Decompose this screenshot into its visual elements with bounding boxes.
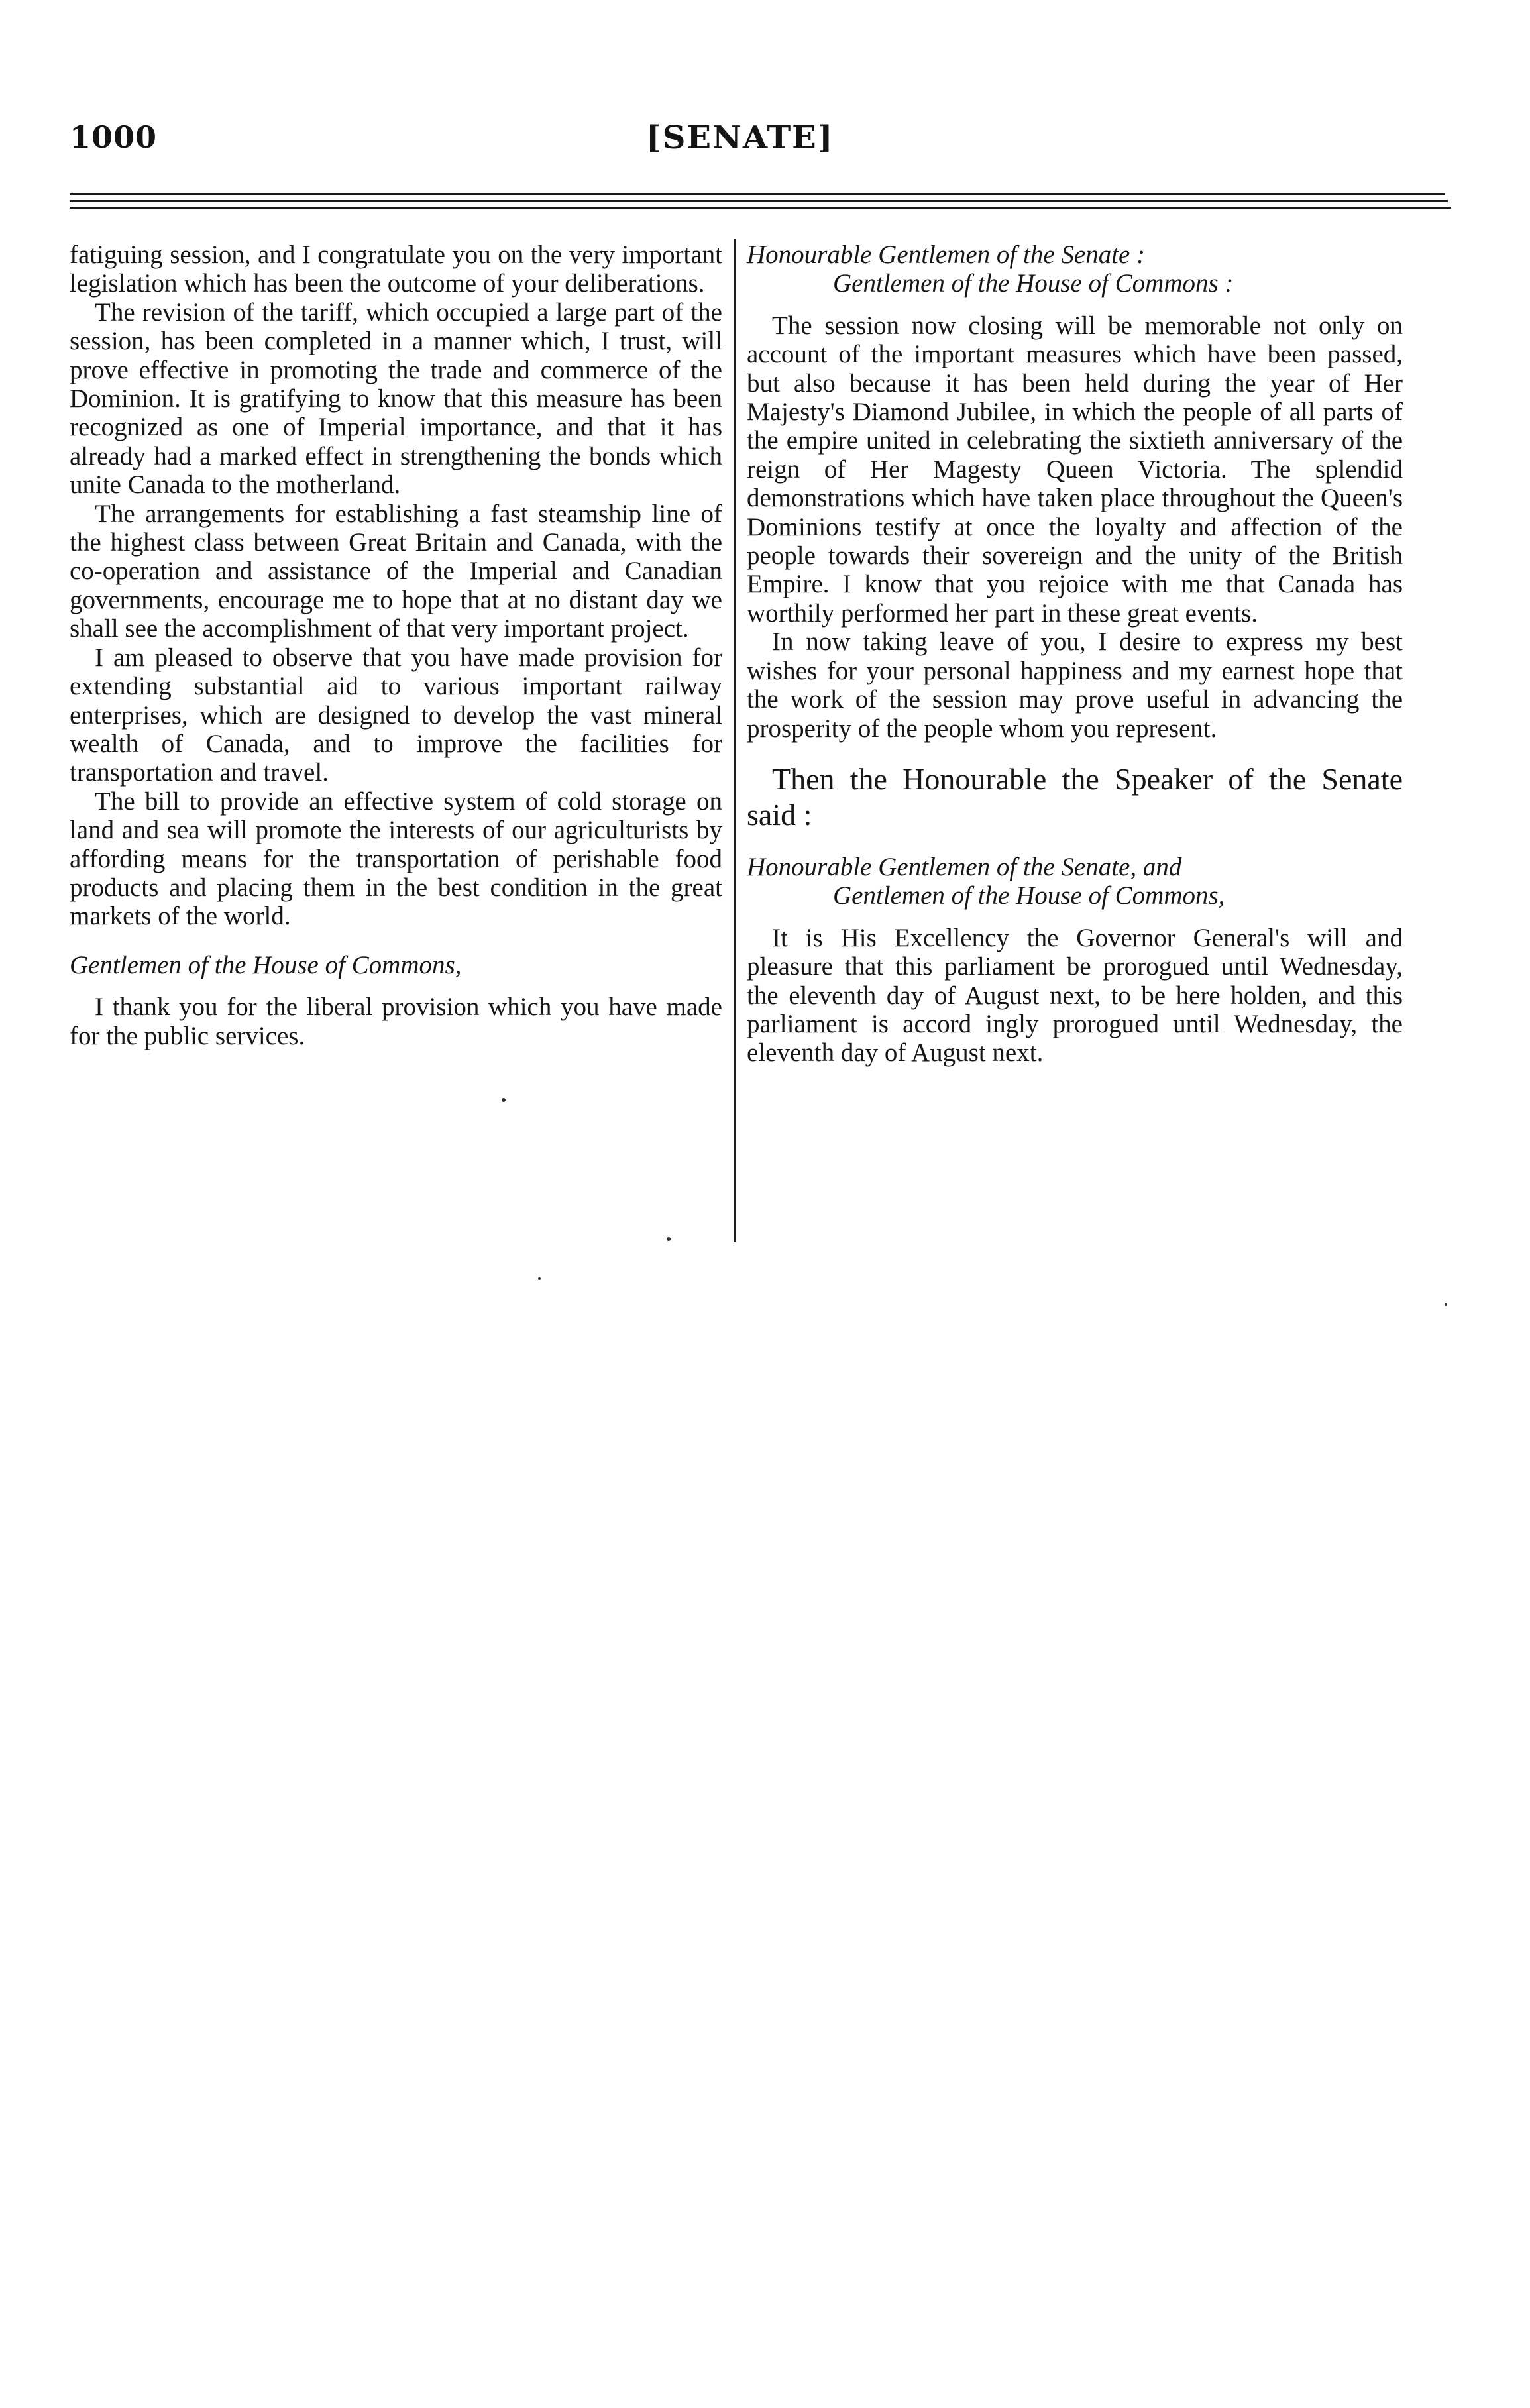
paragraph: The revision of the tariff, which occupied a large part of the session, has been completed in a manner which, I trust, will prove effective in promoting the trade and commerce of the Dominion. It is gratifying to know that this measure has been recognized as one of Imperial importance, and that it has already had a marked effect in strengthening the bonds which unite Canada to the motherland. [70, 298, 722, 500]
print-speck [502, 1098, 506, 1102]
print-speck [538, 1277, 541, 1280]
paragraph: I am pleased to observe that you have made provision for extending substantial aid to various important railway enterprises, which are designed to develop the vast mineral wealth of Canada, and to improve the facilities for transportation and travel. [70, 643, 722, 787]
header-rule [70, 207, 1451, 209]
address-heading: Honourable Gentlemen of the Senate, and [747, 852, 1182, 881]
print-speck [667, 1237, 671, 1241]
address-subheading: Gentlemen of the House of Commons, [833, 881, 1225, 910]
right-column [747, 241, 1403, 1067]
paragraph: The bill to provide an effective system of cold storage on land and sea will promote the interests of our agriculturists by affording means for the transportation of perishable food products and placing them in the best condition in the great markets of the world. [70, 787, 722, 931]
print-speck [1445, 1303, 1447, 1306]
running-head: [SENATE] [646, 119, 834, 156]
paragraph: fatiguing session, and I congratulate you on the very important legislation which has been the outcome of your deliberations. [70, 241, 722, 298]
paragraph: It is His Excellency the Governor General's will and pleasure that this parliament be prorogued until Wednesday, the eleventh day of August next, to be here holden, and this parliament is accord ingly prorogued until Wednesday, the eleventh day of August next. [747, 923, 1403, 1067]
page-number: 1000 [70, 119, 158, 155]
header-rule [70, 200, 1448, 202]
header-rule [70, 193, 1445, 195]
speaker-announcement: Then the Honourable the Speaker of the Senate said : [747, 761, 1403, 832]
section-heading: Gentlemen of the House of Commons, [70, 950, 462, 979]
address-heading: Honourable Gentlemen of the Senate : [747, 241, 1146, 269]
paragraph: I thank you for the liberal provision which you have made for the public services. [70, 993, 722, 1050]
paragraph: In now taking leave of you, I desire to express my best wishes for your personal happiness and my earnest hope that the work of the session may prove useful in advancing the prosperity of the people whom you represent. [747, 628, 1403, 743]
column-divider [734, 239, 736, 1242]
left-column [70, 241, 722, 1050]
address-subheading: Gentlemen of the House of Commons : [833, 269, 1234, 298]
paragraph: The session now closing will be memorable not only on account of the important measures which have been passed, but also because it has been held during the year of Her Majesty's Diamond Jubilee, in which the people of all parts of the empire united in celebrating the sixtieth anniversary of the reign of Her Magesty Queen Victoria. The splendid demonstrations which have taken place throughout the Queen's Dominions testify at once the loyalty and affection of the people towards their sovereign and the unity of the British Empire. I know that you rejoice with me that Canada has worthily performed her part in these great events. [747, 311, 1403, 628]
page-header [70, 119, 1448, 172]
paragraph: The arrangements for establishing a fast steamship line of the highest class between Great Britain and Canada, with the co-operation and assistance of the Imperial and Canadian governments, encourage me to hope that at no distant day we shall see the accomplishment of that very important project. [70, 499, 722, 643]
